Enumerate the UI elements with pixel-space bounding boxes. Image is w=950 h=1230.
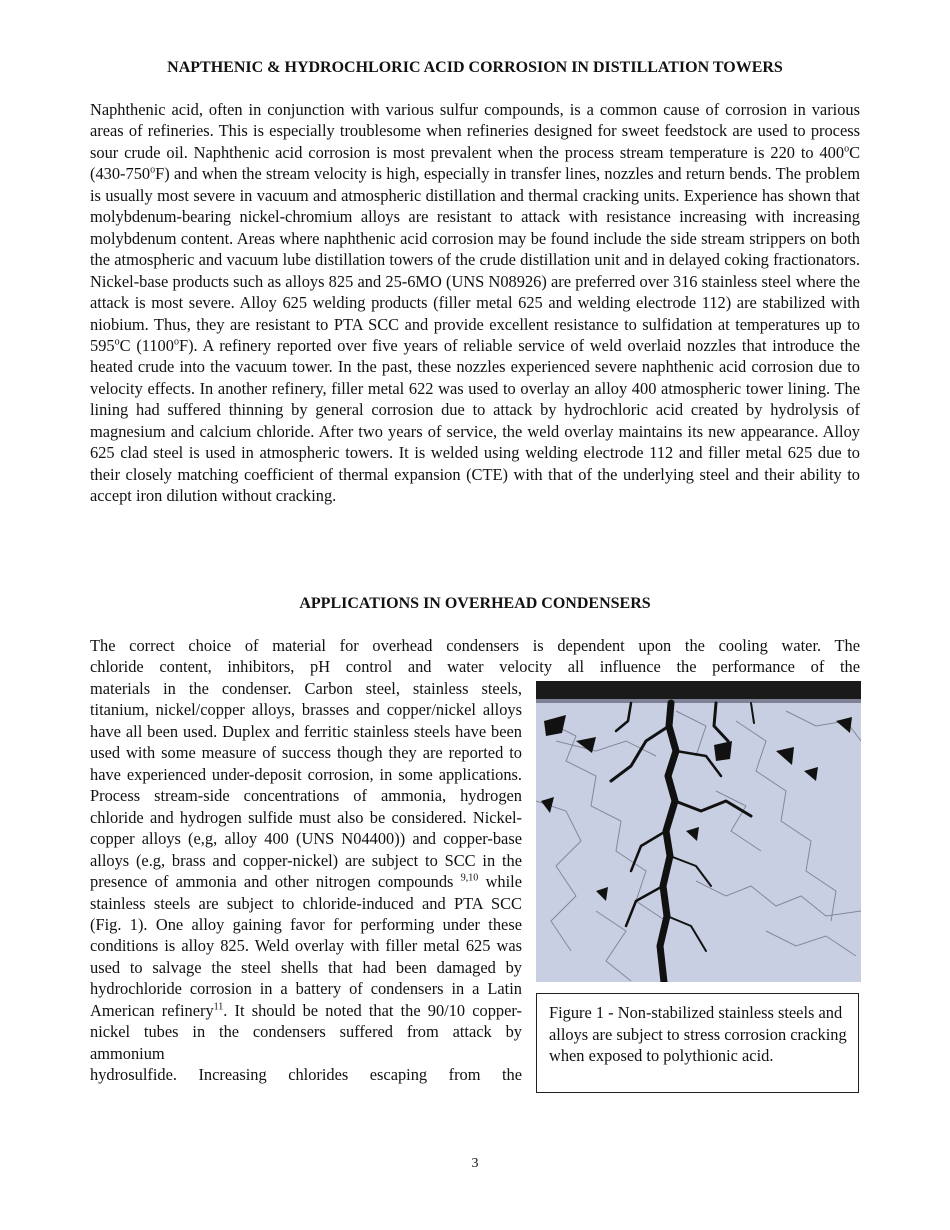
- paragraph-condensers-full-width: [90, 635, 860, 678]
- text-run: C (430-750: [90, 142, 860, 184]
- paragraph-naphthenic-corrosion: [90, 99, 860, 507]
- reference-superscript: 11: [213, 1001, 224, 1013]
- degree-superscript: o: [150, 164, 156, 176]
- section-title-overhead-condensers: APPLICATIONS IN OVERHEAD CONDENSERS: [299, 595, 651, 612]
- text-run: F). A refinery reported over five years of reliable service of weld overlaid nozzles that introduce the heated crude into the vacuum tower. In the past, these nozzles experienced severe naphthenic acid corrosion due to velocity effects. In another refinery, filler metal 622 was used to overlay an alloy 400 atmospheric tower lining. The lining had suffered thinning by general corrosion due to attack by hydrochloric acid created by hydrolysis of magnesium and calcium chloride. After two years of service, the weld overlay maintains its new appearance. Alloy 625 clad steel is used in atmospheric towers. It is welded using welding electrode 112 and filler metal 625 due to their closely matching coefficient of thermal expansion (CTE) with that of the underlying steel and their ability to accept iron dilution without cracking.: [90, 335, 860, 506]
- degree-superscript: o: [173, 336, 179, 348]
- degree-superscript: o: [844, 143, 850, 155]
- page-number: 3: [471, 1156, 479, 1171]
- figure-caption: Figure 1 - Non-stabilized stainless steels and alloys are subject to stress corrosion cracking when exposed to polythionic acid.: [536, 993, 859, 1093]
- text-run: . It should be noted that the 90/10 copper-nickel tubes in the condensers suffered from attack by ammonium: [90, 1000, 522, 1063]
- figure-micrograph: [536, 681, 861, 982]
- reference-superscript: 9,10: [460, 872, 479, 884]
- section-title-naphthenic: NAPTHENIC & HYDROCHLORIC ACID CORROSION IN DISTILLATION TOWERS: [167, 59, 783, 76]
- text-run: materials in the condenser. Carbon steel, stainless steels, titanium, nickel/copper alloys, brasses and copper/nickel alloys have all been used. Duplex and ferritic stainless steels have been used with some measure of success though they are reported to have experienced under-deposit corrosion, in some applications. Process stream-side concentrations of ammonia, hydrogen chloride and hydrogen sulfide must also be considered. Nickel-copper alloys (e,g, alloy 400 (UNS N04400)) and copper-base alloys (e.g, brass and copper-nickel) are subject to SCC in the presence of ammonia and other nitrogen compounds: [90, 679, 522, 892]
- text-line: The correct choice of material for overhead condensers is dependent upon the cooling water. The: [90, 636, 860, 655]
- degree-superscript: o: [114, 336, 120, 348]
- micrograph-image: [536, 681, 861, 982]
- text-run: Naphthenic acid, often in conjunction with various sulfur compounds, is a common cause of corrosion in various areas of refineries. This is especially troublesome when refineries designed for sweet feedstock are used to process sour crude oil. Naphthenic acid corrosion is most prevalent when the process stream temperature is 220 to 400: [90, 100, 860, 162]
- text-run: C (1100: [119, 335, 174, 355]
- text-line: chloride content, inhibitors, pH control and water velocity all influence the performance of the: [90, 657, 860, 677]
- paragraph-condensers-column: [90, 678, 522, 1086]
- text-run: F) and when the stream velocity is high, especially in transfer lines, nozzles and return bends. The problem is usually most severe in vacuum and atmospheric distillation and thermal cracking units. Experience has shown that molybdenum-bearing nickel-chromium alloys are resistant to attack with resistance increasing with increasing molybdenum content. Areas where naphthenic acid corrosion may be found include the side stream strippers on both the atmospheric and vacuum lube distillation towers of the crude distillation unit and in delayed coking fractionators. Nickel-base products such as alloys 825 and 25-6MO (UNS N08926) are preferred over 316 stainless steel where the attack is most severe. Alloy 625 welding products (filler metal 625 and welding electrode 112) are stabilized with niobium. Thus, they are resistant to PTA SCC and provide excellent resistance to sulfidation at temperatures up to 595: [90, 164, 860, 355]
- text-run: while stainless steels are subject to chloride-induced and PTA SCC (Fig. 1). One alloy gaining favor for performing under these conditions is alloy 825. Weld overlay with filler metal 625 was used to salvage the steel shells that had been damaged by hydrochloride corrosion in a battery of condensers in a Latin American refinery: [90, 872, 523, 1020]
- text-line: hydrosulfide. Increasing chlorides escaping from the: [90, 1065, 522, 1085]
